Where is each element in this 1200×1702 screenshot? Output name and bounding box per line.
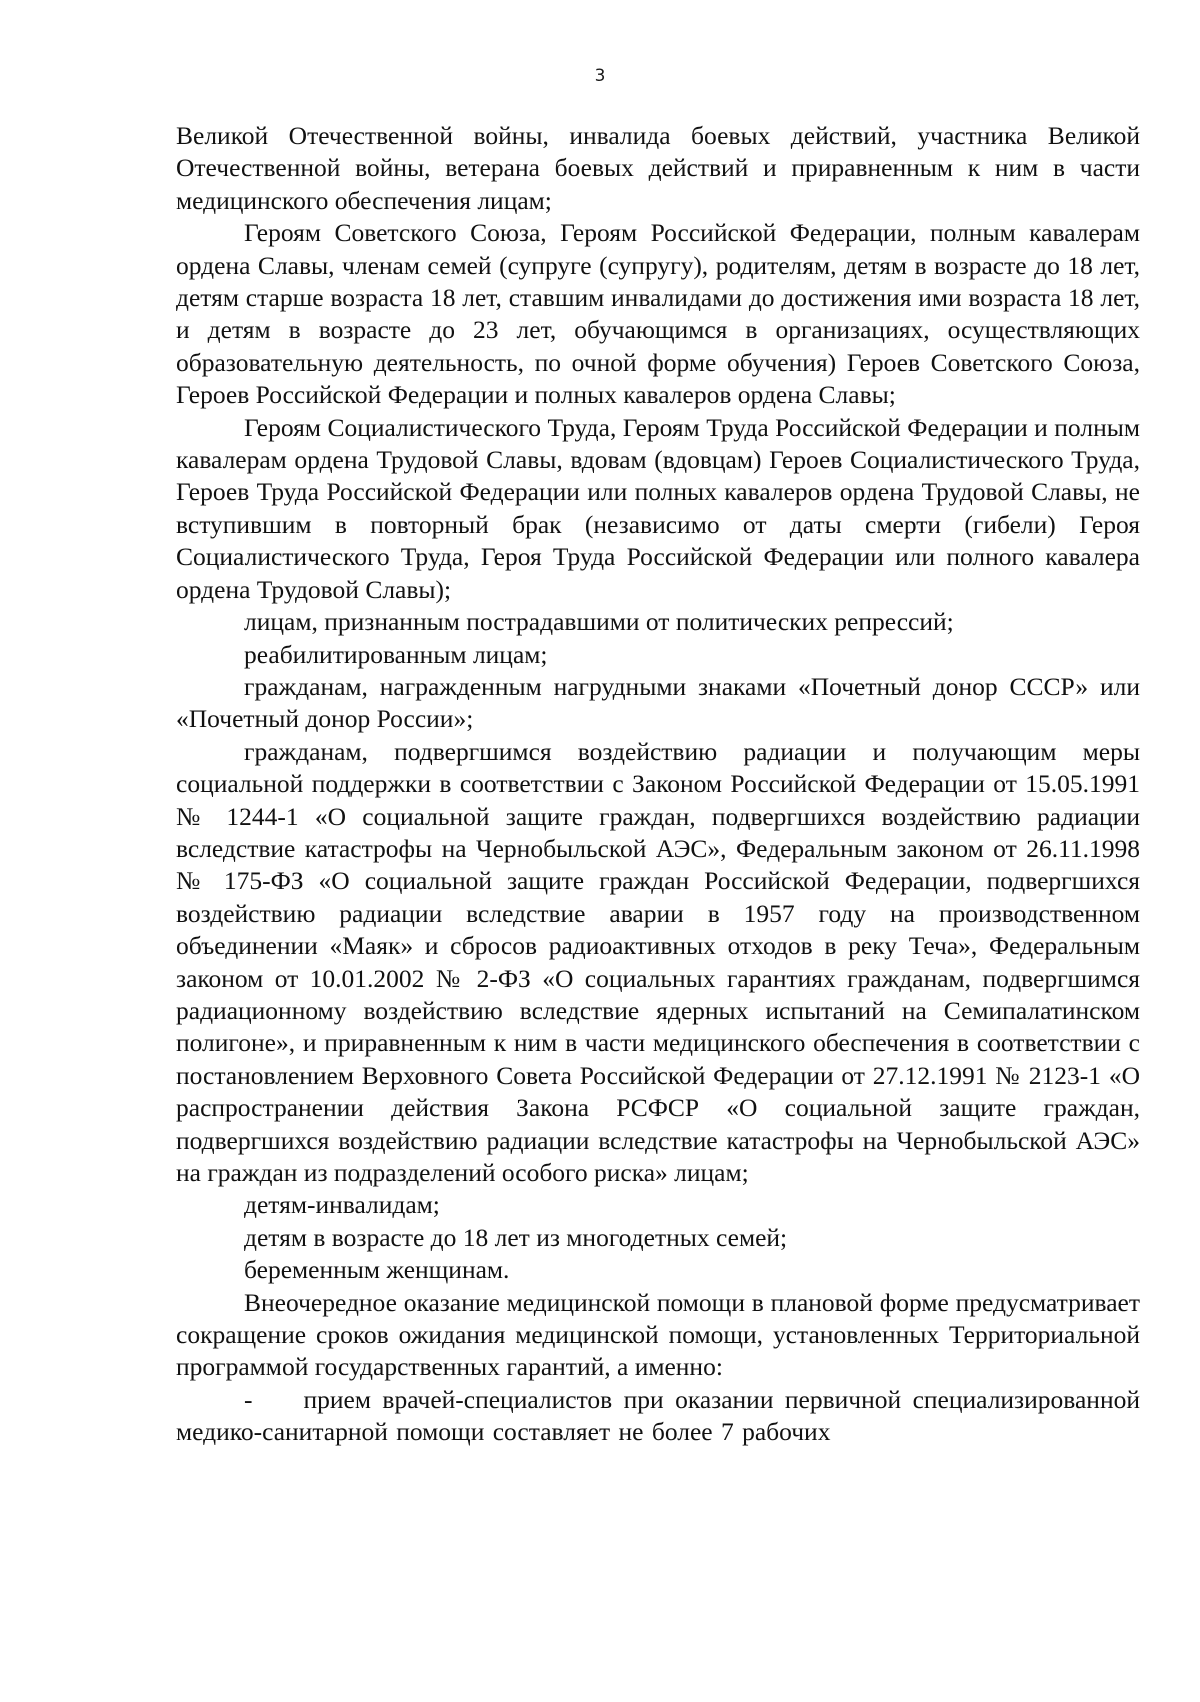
paragraph-large-families: детям в возрасте до 18 лет из многодетных семей; [244, 1222, 788, 1252]
paragraph-political-repression: лицам, признанным пострадавшими от политических репрессий; [244, 607, 954, 637]
paragraph-heroes-labor: Героям Социалистического Труда, Героям Труда Российской Федерации и полным кавалерам ордена Трудовой Славы, вдовам (вдовцам) Героев Социалистического Труда, Героев Труда Российской Федерации или полных кавалеров ордена Трудовой Славы, не вступившим в повторный брак (независимо от даты смерти (гибели) Героя Социалистического Труда, Героя Труда Российской Федерации или полного кавалера ордена Трудовой Славы); [176, 412, 1140, 604]
paragraph-radiation: гражданам, подвергшимся воздействию радиации и получающим меры социальной поддержки в соответствии с Законом Российской Федерации от 15.05.1991 № 1244-1 «О социальной защите граждан, подвергшихся воздействию радиации вследствие катастрофы на Чернобыльской АЭС», Федеральным законом от 26.11.1998 № 175-ФЗ «О социальной защите граждан Российской Федерации, подвергшихся воздействию радиации вследствие аварии в 1957 году на производственном объединении «Маяк» и сбросов радиоактивных отходов в реку Теча», Федеральным законом от 10.01.2002 № 2-ФЗ «О социальных гарантиях гражданам, подвергшимся радиационному воздействию вследствие ядерных испытаний на Семипалатинском полигоне», и приравненным к ним в части медицинского обеспечения в соответствии с постановлением Верховного Совета Российской Федерации от 27.12.1991 № 2123-1 «О распространении действия Закона РСФСР «О социальной защите граждан, подвергшихся воздействию радиации вследствие катастрофы на Чернобыльской АЭС» на граждан из подразделений особого риска» лицам; [176, 736, 1140, 1187]
paragraph-pregnant-women: беременным женщинам. [244, 1255, 510, 1285]
page-number: 3 [594, 66, 606, 86]
paragraph-rehabilitated: реабилитированным лицам; [244, 639, 548, 669]
document-body [176, 120, 1140, 1449]
paragraph-priority-care: Внеочередное оказание медицинской помощи в плановой форме предусматривает сокращение сроков ожидания медицинской помощи, установленных Территориальной программой государственных гарантий, а именно: [176, 1287, 1140, 1382]
paragraph-honorary-donor: гражданам, награжденным нагрудными знаками «Почетный донор СССР» или «Почетный донор России»; [176, 671, 1140, 734]
paragraph-heroes-ussr: Героям Советского Союза, Героям Российской Федерации, полным кавалерам ордена Славы, членам семей (супруге (супругу), родителям, детям в возрасте до 18 лет, детям старше возраста 18 лет, ставшим инвалидами до достижения ими возраста 18 лет, и детям в возрасте до 23 лет, обучающимся в организациях, осуществляющих образовательную деятельность, по очной форме обучения) Героев Советского Союза, Героев Российской Федерации и полных кавалеров ордена Славы; [176, 218, 1140, 410]
paragraph-specialist-appointment: - прием врачей-специалистов при оказании первичной специализированной медико-санитарной помощи составляет не более 7 рабочих [176, 1384, 1140, 1447]
paragraph-disabled-children: детям-инвалидам; [244, 1190, 440, 1220]
paragraph-veterans-continuation: Великой Отечественной войны, инвалида боевых действий, участника Великой Отечественной войны, ветерана боевых действий и приравненным к ним в части медицинского обеспечения лицам; [176, 121, 1140, 215]
